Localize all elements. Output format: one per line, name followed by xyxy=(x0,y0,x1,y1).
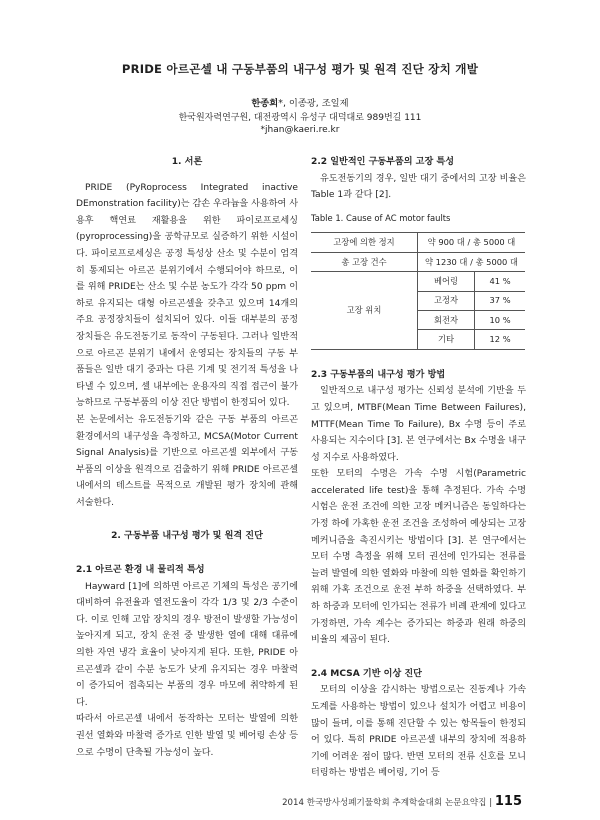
section-heading-1: 1. 서론 xyxy=(171,157,203,167)
table-cell-value: 약 1230 대 / 총 5000 대 xyxy=(418,252,526,271)
table-cell-item: 기타 xyxy=(418,330,475,349)
table-cell-item: 회전자 xyxy=(418,310,475,329)
intro-paragraph-2: 본 논문에서는 유도전동기와 같은 구동 부품의 아르곤 환경에서의 내구성을 측정하고, MCSA(Motor Current Signal Analysis)를 기반으로 아르곤셀 외부에서 구동부품의 이상을 원격으로 검출하기 위해 PRIDE 아르곤셀 내에서의 테스트를 목적으로 개발된 평가 장치에 관해 서술한다. xyxy=(76,414,298,508)
email: *jhan@kaeri.re.kr xyxy=(260,125,340,135)
section-2-3-paragraph-2: 또한 모터의 수명은 가속 수명 시험(Parametric accelerated life test)을 통해 추정된다. 가속 수명 시험은 운전 조건에 의한 고장 메커니즘은 동일하다는 가정 하에 가혹한 운전 조건을 조성하여 예상되는 고장 메커니즘을 촉진시키는 방법이다 [3]. 본 연구에서는 모터 수명 측정을 위해 모터 권선에 인가되는 전류를 늘려 발열에 의한 열화와 마찰에 의한 열화를 확인하기 위해 가혹 조건으로 운전 부하 하중을 선택하였다. 부하 하중과 모터에 인가되는 전류가 비례 관계에 있다고 가정하면, 가속 계수는 증가되는 하중과 원래 하중의 비율의 제곱이 된다. xyxy=(311,469,526,646)
section-heading-2-1: 2.1 아르곤 환경 내 물리적 특성 xyxy=(76,565,205,576)
corresponding-mark: * xyxy=(278,98,283,109)
section-2-3-paragraph-1: 일반적으로 내구성 평가는 신뢰성 분석에 기반을 두고 있으며, MTBF(Mean Time Between Failures), MTTF(Mean Time To Failure), Bx 수명 등이 주로 사용되는 지수이다 [3]. 본 연구에서는 Bx 수명을 내구성 지수로 사용하였다. xyxy=(311,386,526,463)
table-cell-group-label: 고장 위치 xyxy=(311,272,418,350)
section-heading-2: 2. 구동부품 내구성 평가 및 원격 진단 xyxy=(111,531,263,542)
section-2-1-paragraph-1: Hayward [1]에 의하면 아르곤 기체의 특성은 공기에 대비하여 유전율과 열전도율이 각각 1/3 및 2/3 수준이다. 이로 인해 고압 장치의 경우 방전이 발생할 가능성이 높아지게 되고, 장치 운전 중 발생한 열에 대해 대류에 의한 자연 냉각 효율이 낮아지게 된다. 또한, PRIDE 아르곤셀과 같이 수분 농도가 낮게 유지되는 경우 마찰력이 증가되어 접촉되는 부품의 경우 마모에 취약하게 된다. xyxy=(76,581,298,708)
paper-title: PRIDE 아르곤셀 내 구동부품의 내구성 평가 및 원격 진단 장치 개발 xyxy=(121,62,479,76)
table-cell-label: 고장에 의한 정지 xyxy=(311,233,418,252)
page-number: 115 xyxy=(494,794,522,809)
section-2-1-paragraph-2: 따라서 아르곤셀 내에서 동작하는 모터는 발열에 의한 권선 열화와 마찰력 증가로 인한 발열 및 베어링 손상 등으로 수명이 단축될 가능성이 높다. xyxy=(76,714,298,758)
section-2-2-paragraph: 유도전동기의 경우, 일반 대기 중에서의 고장 비율은 Table 1과 같다 [2]. xyxy=(311,173,526,201)
table-row xyxy=(311,233,525,252)
table-row xyxy=(311,272,525,291)
page-footer xyxy=(282,794,522,809)
table-cell-pct: 37 % xyxy=(475,291,525,310)
intro-paragraph-1: PRIDE (PyRoprocess Integrated inactive DEmonstration facility)는 감손 우라늄을 사용하여 사용후 핵연료 재활용을 위한 파이로프로세싱(pyroprocessing)을 공학규모로 실증하기 위한 시설이다. 파이로프로세싱은 공정 특성상 산소 및 수분이 엄격히 통제되는 아르곤 분위기에서 수행되어야 하므로, 이를 위해 PRIDE는 산소 및 수분 농도가 각각 50 ppm 이하로 유지되는 대형 아르곤셀을 갖추고 있으며 14개의 주요 공정장치들이 설치되어 있다. 이들 대부분의 공정장치들은 유도전동기로 동작이 구동된다. 그러나 일반적으로 아르곤 분위기 내에서 운영되는 장치들의 구동 부품들은 일반 대기 중과는 다른 기계 및 전기적 특성을 나타낼 수 있으며, 셀 내부에는 운용자의 직접 접근이 불가능하므로 구동부품의 이상 진단 방법이 한정되어 있다. xyxy=(76,182,298,409)
affiliation: 한국원자력연구원, 대전광역시 유성구 대덕대로 989번길 111 xyxy=(178,113,422,123)
lead-author: 한종희 xyxy=(251,98,279,109)
table-cell-item: 고정자 xyxy=(418,291,475,310)
table-cell-label: 총 고장 건수 xyxy=(311,252,418,271)
table-cell-pct: 41 % xyxy=(475,272,525,291)
table-caption: Table 1. Cause of AC motor faults xyxy=(311,212,451,223)
co-authors: , 이종광, 조일제 xyxy=(282,98,349,109)
section-2-4-paragraph-1: 모터의 이상을 감시하는 방법으로는 진동계나 가속도계를 사용하는 방법이 있으나 설치가 어렵고 비용이 많이 들며, 이를 통해 진단할 수 있는 항목들이 한정되어 있다. 특히 PRIDE 아르곤셀 내부의 장치에 적용하기에 어려운 점이 많다. 반면 모터의 전류 신호를 모니터링하는 방법은 베어링, 기어 등 xyxy=(311,685,526,779)
table-cell-item: 베어링 xyxy=(418,272,475,291)
table-row xyxy=(311,252,525,271)
table-cell-value: 약 900 대 / 총 5000 대 xyxy=(418,233,526,252)
fault-table xyxy=(311,232,525,349)
section-heading-2-4: 2.4 MCSA 기반 이상 진단 xyxy=(311,668,422,679)
section-heading-2-3: 2.3 구동부품의 내구성 평가 방법 xyxy=(311,369,446,380)
table-cell-pct: 12 % xyxy=(475,330,525,349)
footer-text: 2014 한국방사성폐기물학회 추계학술대회 논문요약집 xyxy=(282,798,487,808)
right-column xyxy=(311,154,526,782)
section-heading-2-2: 2.2 일반적인 구동부품의 고장 특성 xyxy=(311,157,454,167)
left-column xyxy=(76,154,298,761)
table-cell-pct: 10 % xyxy=(475,310,525,329)
author-line xyxy=(0,95,600,109)
footer-separator: | xyxy=(489,798,493,808)
